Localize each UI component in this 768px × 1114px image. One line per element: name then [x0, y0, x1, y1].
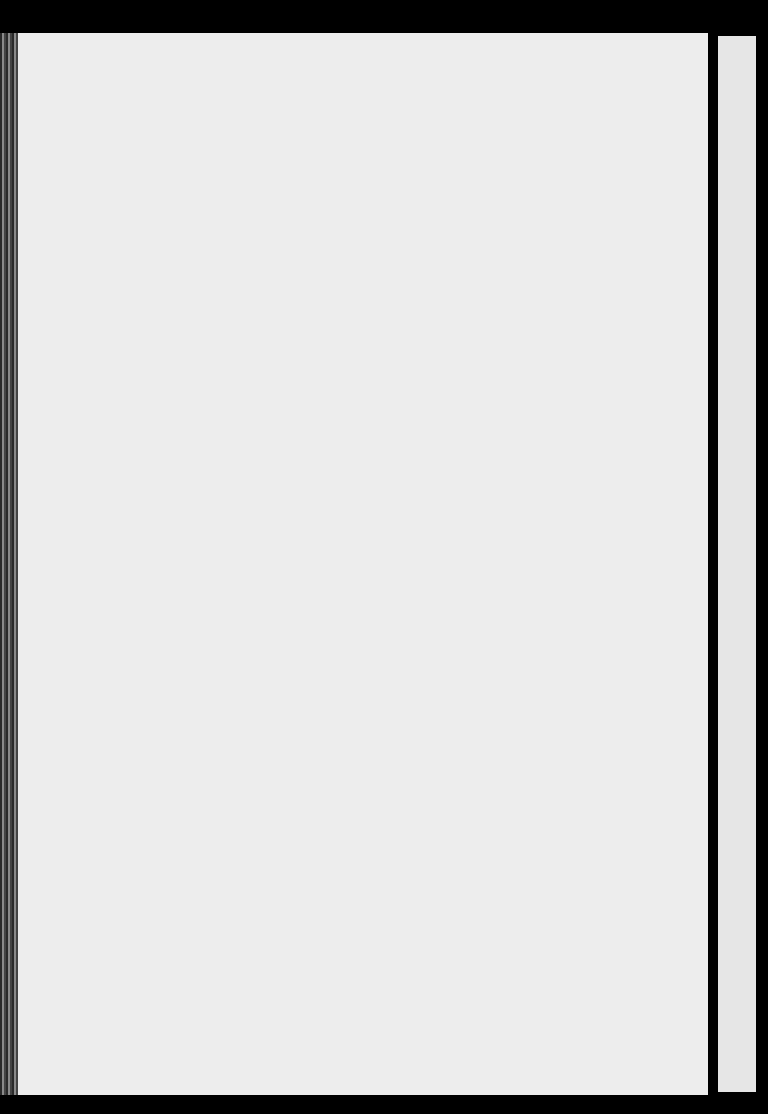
binding-edge: [0, 33, 18, 1095]
document-page: [18, 33, 708, 1095]
next-page-edge: [718, 36, 756, 1092]
